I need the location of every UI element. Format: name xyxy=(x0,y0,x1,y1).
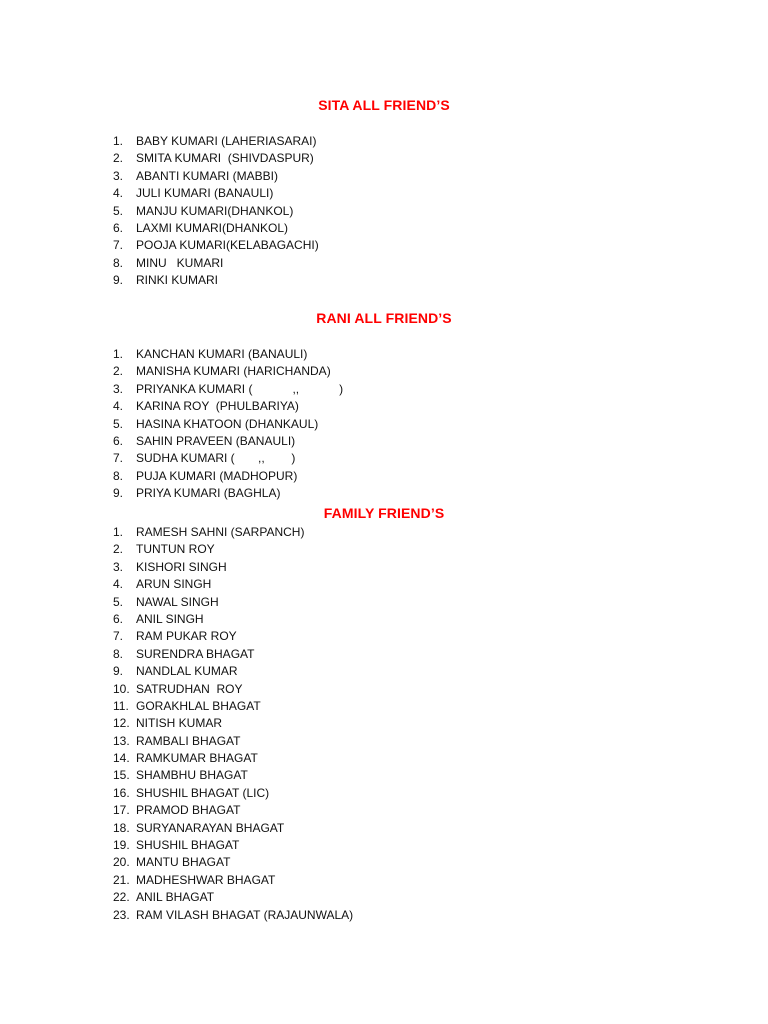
section-family-friends xyxy=(0,504,768,924)
list-item-name: SMITA KUMARI (SHIVDASPUR) xyxy=(136,151,314,166)
list-item xyxy=(0,611,768,628)
list-item-number: 5. xyxy=(113,416,124,431)
list-item-name: ARUN SINGH xyxy=(136,577,212,592)
list-item-number: 17. xyxy=(113,803,130,818)
list-item-number: 2. xyxy=(113,151,124,166)
list-item-name: KANCHAN KUMARI (BANAULI) xyxy=(136,347,308,361)
list-item xyxy=(0,185,768,202)
list-item-name: RAMKUMAR BHAGAT xyxy=(136,751,258,766)
list-item xyxy=(0,594,768,611)
list-item xyxy=(0,889,768,906)
list-item xyxy=(0,646,768,663)
list-item-number: 3. xyxy=(113,168,124,183)
list-item xyxy=(0,559,768,576)
list-item-name: MADHESHWAR BHAGAT xyxy=(136,872,276,887)
list-item-name: SHAMBHU BHAGAT xyxy=(136,768,248,783)
list-item-number: 6. xyxy=(113,611,124,626)
list-item xyxy=(0,237,768,254)
list-item xyxy=(0,820,768,837)
list-item-name: ANIL BHAGAT xyxy=(136,890,215,905)
list-item xyxy=(0,681,768,698)
list-item-number: 20. xyxy=(113,855,130,870)
list-item-number: 21. xyxy=(113,872,130,887)
section-sita-friends xyxy=(0,96,768,290)
list-item xyxy=(0,133,768,150)
list-item-number: 2. xyxy=(113,542,124,557)
list-item-number: 4. xyxy=(113,399,124,414)
list-item xyxy=(0,663,768,680)
list-item-name: NANDLAL KUMAR xyxy=(136,664,238,679)
list-item xyxy=(0,450,768,467)
list-item-name: KISHORI SINGH xyxy=(136,559,227,574)
list-item-number: 12. xyxy=(113,716,130,731)
list-item xyxy=(0,907,768,924)
list-item-name: RAMBALI BHAGAT xyxy=(136,733,241,748)
list-item xyxy=(0,272,768,289)
list-item xyxy=(0,150,768,167)
list-item-name: MANJU KUMARI(DHANKOL) xyxy=(136,203,294,218)
list-item-name: ANIL SINGH xyxy=(136,611,204,626)
section-rani-friends xyxy=(0,309,768,503)
list-item xyxy=(0,541,768,558)
list-item-number: 7. xyxy=(113,629,124,644)
list-item-name: PRIYA KUMARI (BAGHLA) xyxy=(136,486,281,501)
list-item-number: 3. xyxy=(113,381,124,396)
list-item-name: MINU KUMARI xyxy=(136,255,224,270)
list-item xyxy=(0,381,768,398)
list-item-name: SHUSHIL BHAGAT (LIC) xyxy=(136,785,270,800)
list-item-number: 22. xyxy=(113,890,130,905)
list-item-name: PUJA KUMARI (MADHOPUR) xyxy=(136,468,298,483)
list-item-name: RAM VILASH BHAGAT (RAJAUNWALA) xyxy=(136,907,354,922)
list-item-name: SURENDRA BHAGAT xyxy=(136,646,255,661)
list-item xyxy=(0,785,768,802)
friend-list xyxy=(0,346,768,503)
list-item-number: 2. xyxy=(113,364,124,379)
list-item xyxy=(0,168,768,185)
list-item-number: 7. xyxy=(113,238,124,253)
list-item xyxy=(0,576,768,593)
list-item xyxy=(0,628,768,645)
list-item-name: LAXMI KUMARI(DHANKOL) xyxy=(136,220,289,235)
list-item-number: 1. xyxy=(113,525,124,539)
list-item-number: 3. xyxy=(113,559,124,574)
list-item xyxy=(0,767,768,784)
list-item xyxy=(0,802,768,819)
list-item-number: 15. xyxy=(113,768,130,783)
list-item-number: 4. xyxy=(113,577,124,592)
list-item-number: 19. xyxy=(113,838,130,853)
list-item-name: NAWAL SINGH xyxy=(136,594,219,609)
list-item xyxy=(0,733,768,750)
list-item-number: 16. xyxy=(113,785,130,800)
list-item xyxy=(0,203,768,220)
list-item-name: GORAKHLAL BHAGAT xyxy=(136,698,261,713)
friend-list xyxy=(0,524,768,924)
list-item-name: RAMESH SAHNI (SARPANCH) xyxy=(136,525,305,539)
list-item xyxy=(0,468,768,485)
list-item-name: POOJA KUMARI(KELABAGACHI) xyxy=(136,238,319,253)
list-item xyxy=(0,698,768,715)
list-item-number: 18. xyxy=(113,820,130,835)
list-item-number: 7. xyxy=(113,451,124,466)
list-item-number: 11. xyxy=(113,698,129,713)
list-item-name: KARINA ROY (PHULBARIYA) xyxy=(136,399,299,414)
list-item-number: 9. xyxy=(113,664,124,679)
list-item-number: 1. xyxy=(113,134,124,148)
list-item-number: 8. xyxy=(113,646,124,661)
list-item-name: PRAMOD BHAGAT xyxy=(136,803,241,818)
list-item-number: 13. xyxy=(113,733,130,748)
list-item-number: 23. xyxy=(113,907,130,922)
list-item xyxy=(0,715,768,732)
friend-list xyxy=(0,133,768,290)
section-heading: SITA ALL FRIEND’S xyxy=(318,97,450,113)
list-item xyxy=(0,485,768,502)
list-item-name: TUNTUN ROY xyxy=(136,542,215,557)
list-item-number: 10. xyxy=(113,681,130,696)
list-item-name: SURYANARAYAN BHAGAT xyxy=(136,820,285,835)
list-item-name: SATRUDHAN ROY xyxy=(136,681,243,696)
list-item-name: SAHIN PRAVEEN (BANAULI) xyxy=(136,433,296,448)
list-item xyxy=(0,837,768,854)
list-item xyxy=(0,524,768,541)
list-item xyxy=(0,854,768,871)
list-item-name: MANTU BHAGAT xyxy=(136,855,231,870)
list-item-name: PRIYANKA KUMARI ( ,, ) xyxy=(136,381,344,396)
list-item-number: 1. xyxy=(113,347,124,361)
list-item-number: 6. xyxy=(113,220,124,235)
list-item xyxy=(0,255,768,272)
list-item xyxy=(0,433,768,450)
section-heading: FAMILY FRIEND’S xyxy=(323,505,445,521)
list-item xyxy=(0,346,768,363)
list-item-number: 5. xyxy=(113,594,124,609)
list-item xyxy=(0,398,768,415)
list-item-name: JULI KUMARI (BANAULI) xyxy=(136,186,274,201)
list-item-number: 8. xyxy=(113,468,124,483)
list-item-number: 14. xyxy=(113,751,130,766)
list-item-number: 6. xyxy=(113,433,124,448)
list-item xyxy=(0,872,768,889)
list-item xyxy=(0,363,768,380)
list-item-number: 9. xyxy=(113,486,124,501)
section-heading: RANI ALL FRIEND’S xyxy=(316,310,452,326)
list-item-name: SHUSHIL BHAGAT xyxy=(136,838,240,853)
list-item-number: 9. xyxy=(113,273,124,288)
list-item-name: ABANTI KUMARI (MABBI) xyxy=(136,168,279,183)
list-item-number: 8. xyxy=(113,255,124,270)
list-item-name: NITISH KUMAR xyxy=(136,716,223,731)
list-item-name: BABY KUMARI (LAHERIASARAI) xyxy=(136,134,317,148)
list-item xyxy=(0,220,768,237)
list-item xyxy=(0,750,768,767)
list-item-name: RAM PUKAR ROY xyxy=(136,629,237,644)
list-item xyxy=(0,416,768,433)
list-item-name: HASINA KHATOON (DHANKAUL) xyxy=(136,416,319,431)
list-item-name: RINKI KUMARI xyxy=(136,273,219,288)
list-item-number: 4. xyxy=(113,186,124,201)
list-item-name: MANISHA KUMARI (HARICHANDA) xyxy=(136,364,331,379)
list-item-name: SUDHA KUMARI ( ,, ) xyxy=(136,451,296,466)
list-item-number: 5. xyxy=(113,203,124,218)
